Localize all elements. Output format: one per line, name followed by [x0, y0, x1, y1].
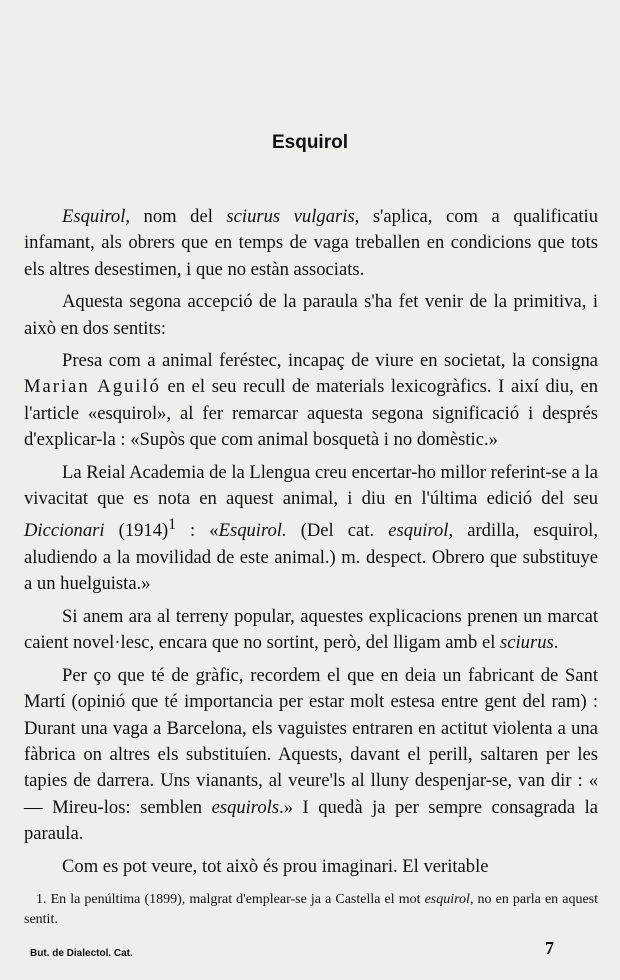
italic-title: Diccionari: [24, 520, 105, 542]
page-title: Esquirol: [271, 132, 348, 153]
journal-name: But. de Dialectol. Cat.: [30, 948, 133, 959]
paragraph-1: Esquirol, nom del sciurus vulgaris, s'aplica, com a qualificatiu infamant, als obrers que en temps de vaga treballen en condicions que tots els altres desestimen, i que no estàn associats.: [24, 206, 598, 280]
italic-term: Esquirol: [62, 206, 126, 227]
italic-term: sciurus vulgaris: [226, 206, 355, 227]
page-number: 7: [545, 938, 554, 958]
paragraph-6: Per ço que té de gràfic, recordem el que en deia un fabricant de Sant Martí (opinió que té importancia per estar molt estesa entre gent del ram) : Durant una vaga a Barcelona, els vaguistes entraren en actitut violenta a una fàbrica on altres els substituíen. Aquests, davant el perill, saltaren per les tapies de darrera. Uns vianants, al veure'ls al lluny despenjar-se, van dir : « — Mireu-los: semblen esquirols.» I quedà ja per sempre consagrada la paraula.: [24, 664, 598, 845]
footnote-marker: 1: [168, 516, 176, 534]
author-name: Marian Aguiló: [24, 376, 161, 398]
paragraph-7: Com es pot veure, tot això és prou imaginari. El veritable: [62, 855, 489, 877]
paragraph-2: Aquesta segona accepció de la paraula s'ha fet venir de la primitiva, i això en dos sentits:: [24, 291, 598, 339]
article-body: [24, 204, 598, 886]
paragraph-3: Presa com a animal feréstec, incapaç de viure en societat, la consigna Marian Aguiló en el seu recull de materials lexicogràfics. I així diu, en l'article «esquirol», al fer remarcar aquesta segona significació i després d'explicar-la : «Supòs que com animal bosquetà i no domèstic.»: [24, 350, 599, 451]
paragraph-4: La Reial Academia de la Llengua creu encertar-ho millor referint-se a la vivacitat que es nota en aquest animal, i diu en l'última edició del seu Diccionari $(1914)^1$ : «Esquirol. (Del cat. esquirol, ardilla, esquirol, aludiendo a la movilidad de este animal.) m. despect. Obrero que substituye a un huelguista.»: [24, 461, 598, 595]
footnote: 1. En la penúltima (1899), malgrat d'emplear-se ja a Castella el mot esquirol, no en parla en aquest sentit.: [24, 892, 598, 927]
paragraph-5: Si anem ara al terreny popular, aquestes explicacions prenen un marcat caient novel·lesc, encara que no sortint, però, del lligam amb el sciurus.: [24, 605, 598, 654]
